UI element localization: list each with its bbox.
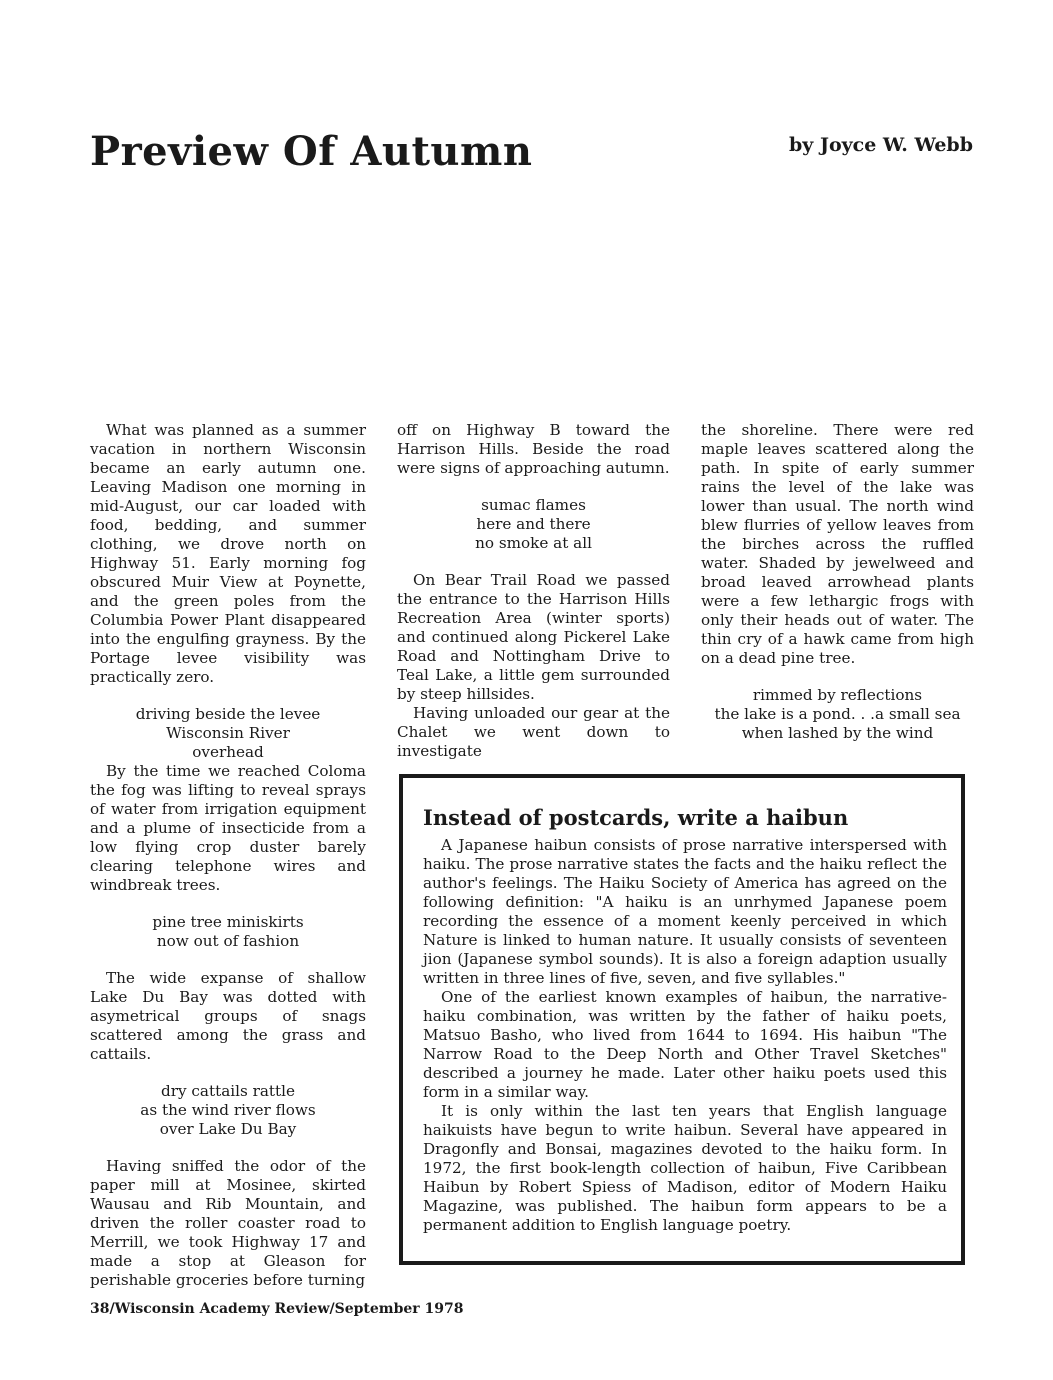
sidebar-paragraph: One of the earliest known examples of haibun, the narrative-haiku combination, was written by the father of haiku poets, Matsuo Basho, who lived from 1644 to 1694. His haibun "The Narrow Road to the Deep North and Other Travel Sketches" described a journey he made. Later other haiku poets used this form in a similar way. — [423, 988, 947, 1101]
haiku-line: now out of fashion — [156, 932, 300, 950]
haibun-sidebar-box — [399, 774, 965, 1265]
paragraph: The wide expanse of shallow Lake Du Bay was dotted with asymetrical groups of snags scattered among the grass and cattails. — [90, 969, 366, 1063]
haiku-line: dry cattails rattle — [161, 1082, 295, 1100]
haiku-line: no smoke at all — [475, 534, 592, 552]
haiku — [90, 913, 366, 951]
haiku — [397, 496, 670, 553]
author-byline: by Joyce W. Webb — [789, 134, 973, 156]
page-footer: 38/Wisconsin Academy Review/September 1978 — [90, 1301, 464, 1317]
haiku-line: the lake is a pond. . .a small sea — [714, 705, 961, 723]
haiku-line: as the wind river flows — [140, 1101, 316, 1119]
haiku — [90, 705, 366, 762]
paragraph: On Bear Trail Road we passed the entrance to the Harrison Hills Recreation Area (winter sports) and continued along Pickerel Lake Road and Nottingham Drive to Teal Lake, a little gem surrounded by steep hillsides. — [397, 571, 670, 703]
haiku-line: sumac flames — [481, 496, 586, 514]
haiku-line: over Lake Du Bay — [159, 1120, 297, 1138]
paragraph: Having sniffed the odor of the paper mill at Mosinee, skirted Wausau and Rib Mountain, and driven the roller coaster road to Merrill, we took Highway 17 and made a stop at Gleason for perishable groceries before turning — [90, 1157, 366, 1289]
article-title: Preview Of Autumn — [90, 128, 533, 175]
sidebar-heading: Instead of postcards, write a haibun — [423, 805, 849, 830]
paragraph: Having unloaded our gear at the Chalet we went down to investigate — [397, 704, 670, 760]
paragraph: By the time we reached Coloma the fog was lifting to reveal sprays of water from irrigation equipment and a plume of insecticide from a low flying crop duster barely clearing telephone wires and windbreak trees. — [90, 762, 366, 894]
paragraph: What was planned as a summer vacation in northern Wisconsin became an early autumn one. Leaving Madison one morning in mid-August, our car loaded with food, bedding, and summer clothing, we drove north on Highway 51. Early morning fog obscured Muir View at Poynette, and the green poles from the Columbia Power Plant disappeared into the engulfing grayness. By the Portage levee visibility was practically zero. — [90, 421, 366, 686]
haiku-line: when lashed by the wind — [741, 724, 934, 742]
haiku-line: here and there — [476, 515, 591, 533]
column-3 — [701, 421, 974, 743]
haiku-line: pine tree miniskirts — [152, 913, 304, 931]
paragraph: the shoreline. There were red maple leaves scattered along the path. In spite of early summer rains the level of the lake was lower than usual. The north wind blew flurries of yellow leaves from the birches across the ruffled water. Shaded by jewelweed and broad leaved arrowhead plants were a few lethargic frogs with only their heads out of water. The thin cry of a hawk came from high on a dead pine tree. — [701, 421, 974, 667]
haiku — [90, 1082, 366, 1139]
sidebar-paragraph: A Japanese haibun consists of prose narrative interspersed with haiku. The prose narrative states the facts and the haiku reflect the author's feelings. The Haiku Society of America has agreed on the following definition: "A haiku is an unrhymed Japanese poem recording the essence of a moment keenly perceived in which Nature is linked to human nature. It usually consists of seventeen jion (Japanese symbol sounds). It is also a foreign adaption usually written in three lines of five, seven, and five syllables." — [423, 836, 947, 987]
haiku-line: overhead — [192, 743, 264, 761]
haiku-line: driving beside the levee — [135, 705, 321, 723]
haiku — [701, 686, 974, 743]
paragraph: off on Highway B toward the Harrison Hills. Beside the road were signs of approaching autumn. — [397, 421, 670, 477]
column-2 — [397, 421, 670, 761]
column-1 — [90, 421, 366, 1290]
sidebar-paragraph: It is only within the last ten years that English language haikuists have begun to write haibun. Several have appeared in Dragonfly and Bonsai, magazines devoted to the haiku form. In 1972, the first book-length collection of haibun, Five Caribbean Haibun by Robert Spiess of Madison, editor of Modern Haiku Magazine, was published. The haibun form appears to be a permanent addition to English language poetry. — [423, 1102, 947, 1234]
haiku-line: rimmed by reflections — [752, 686, 923, 704]
haiku-line: Wisconsin River — [166, 724, 290, 742]
